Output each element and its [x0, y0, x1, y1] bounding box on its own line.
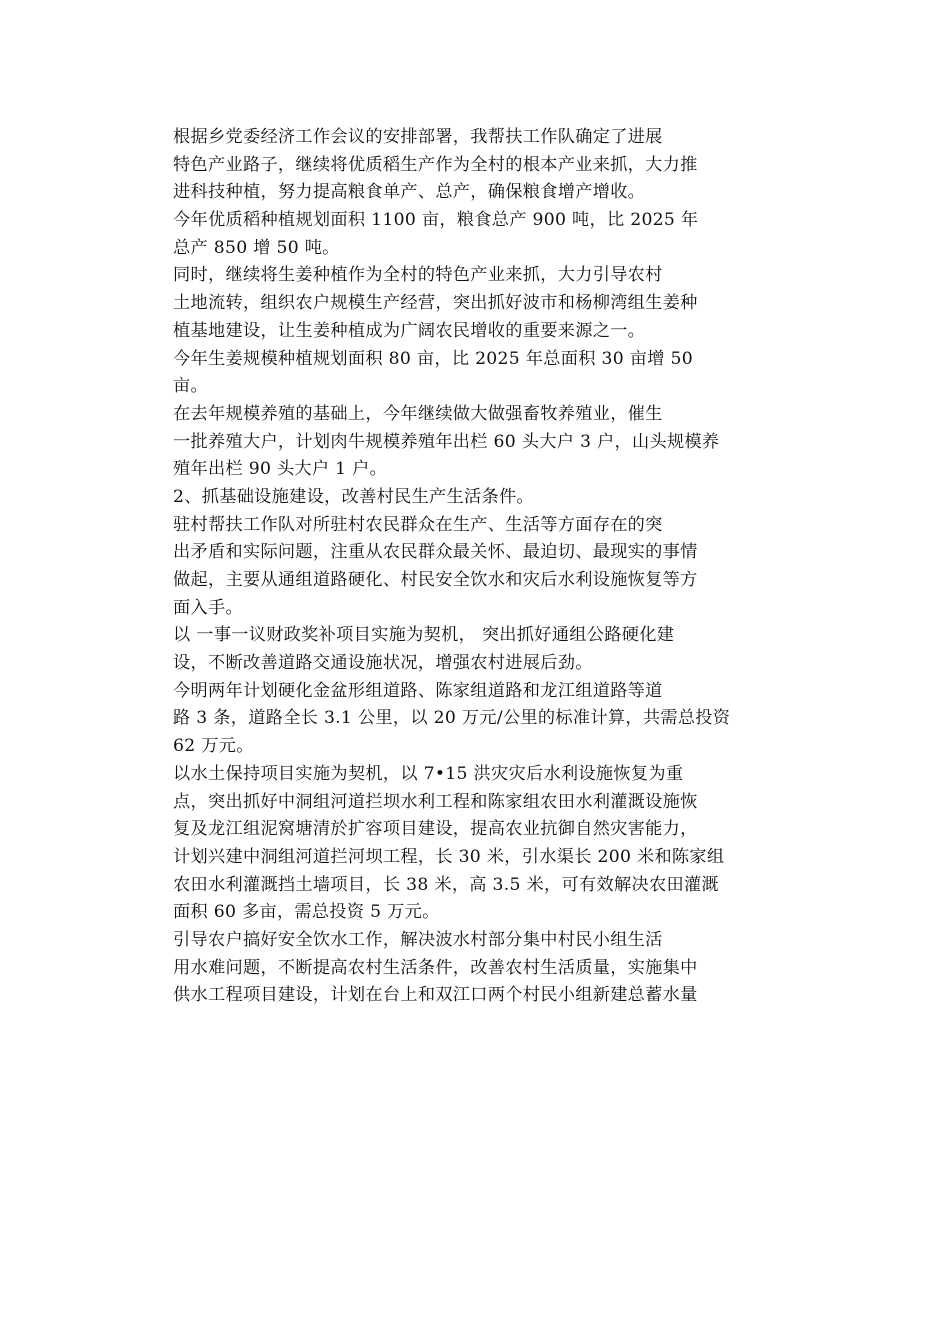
text-line: 62 万元。	[173, 736, 254, 757]
text-line: 今年优质稻种植规划面积 1100 亩，粮食总产 900 吨，比 2025 年	[173, 210, 699, 231]
text-line: 同时，继续将生姜种植作为全村的特色产业来抓，大力引导农村	[173, 265, 663, 286]
text-line: 计划兴建中洞组河道拦河坝工程，长 30 米，引水渠长 200 米和陈家组	[173, 846, 725, 867]
text-line: 特色产业路子，继续将优质稻生产作为全村的根本产业来抓，大力推	[173, 154, 698, 175]
document-body	[173, 124, 833, 1010]
text-line: 复及龙江组泥窝塘清於扩容项目建设，提高农业抗御自然灾害能力，	[173, 819, 698, 840]
text-line: 土地流转，组织农户规模生产经营，突出抓好波市和杨柳湾组生姜种	[173, 293, 698, 314]
text-line: 根据乡党委经济工作会议的安排部署，我帮扶工作队确定了进展	[173, 127, 663, 147]
text-line: 今明两年计划硬化金盆形组道路、陈家组道路和龙江组道路等道	[173, 680, 663, 701]
text-line: 供水工程项目建设，计划在台上和双江口两个村民小组新建总蓄水量	[173, 985, 698, 1006]
text-line: 以水土保持项目实施为契机，以 7•15 洪灾灾后水利设施恢复为重	[173, 763, 684, 784]
text-line: 以 一事一议财政奖补项目实施为契机， 突出抓好通组公路硬化建	[173, 625, 675, 646]
text-line: 今年生姜规模种植规划面积 80 亩，比 2025 年总面积 30 亩增 50	[173, 348, 693, 369]
text-line: 亩。	[173, 376, 208, 397]
text-line: 出矛盾和实际问题，注重从农民群众最关怀、最迫切、最现实的事情	[173, 542, 698, 563]
section-heading: 2、抓基础设施建设，改善村民生产生活条件。	[173, 486, 534, 507]
text-line: 在去年规模养殖的基础上，今年继续做大做强畜牧养殖业，催生	[173, 403, 663, 424]
text-line: 面积 60 多亩，需总投资 5 万元。	[173, 902, 440, 923]
text-line: 做起，主要从通组道路硬化、村民安全饮水和灾后水利设施恢复等方	[173, 570, 698, 590]
text-line: 驻村帮扶工作队对所驻村农民群众在生产、生活等方面存在的突	[173, 514, 663, 535]
text-line: 引导农户搞好安全饮水工作，解决波水村部分集中村民小组生活	[173, 929, 663, 950]
text-line: 设，不断改善道路交通设施状况，增强农村进展后劲。	[173, 653, 593, 674]
text-line: 路 3 条，道路全长 3.1 公里，以 20 万元/公里的标准计算，共需总投资	[173, 708, 731, 729]
text-line: 总产 850 增 50 吨。	[173, 237, 340, 258]
text-line: 用水难问题，不断提高农村生活条件，改善农村生活质量，实施集中	[173, 957, 698, 978]
text-line: 一批养殖大户，计划肉牛规模养殖年出栏 60 头大户 3 户，山头规模养	[173, 431, 720, 452]
text-line: 面入手。	[173, 597, 243, 618]
text-line: 殖年出栏 90 头大户 1 户。	[173, 459, 388, 480]
text-line: 进科技种植，努力提高粮食单产、总产，确保粮食增产增收。	[173, 182, 646, 203]
text-line: 点，突出抓好中洞组河道拦坝水利工程和陈家组农田水利灌溉设施恢	[173, 791, 698, 812]
text-line: 农田水利灌溉挡土墙项目，长 38 米，高 3.5 米，可有效解决农田灌溉	[173, 874, 719, 895]
text-line: 植基地建设，让生姜种植成为广阔农民增收的重要来源之一。	[173, 320, 646, 341]
